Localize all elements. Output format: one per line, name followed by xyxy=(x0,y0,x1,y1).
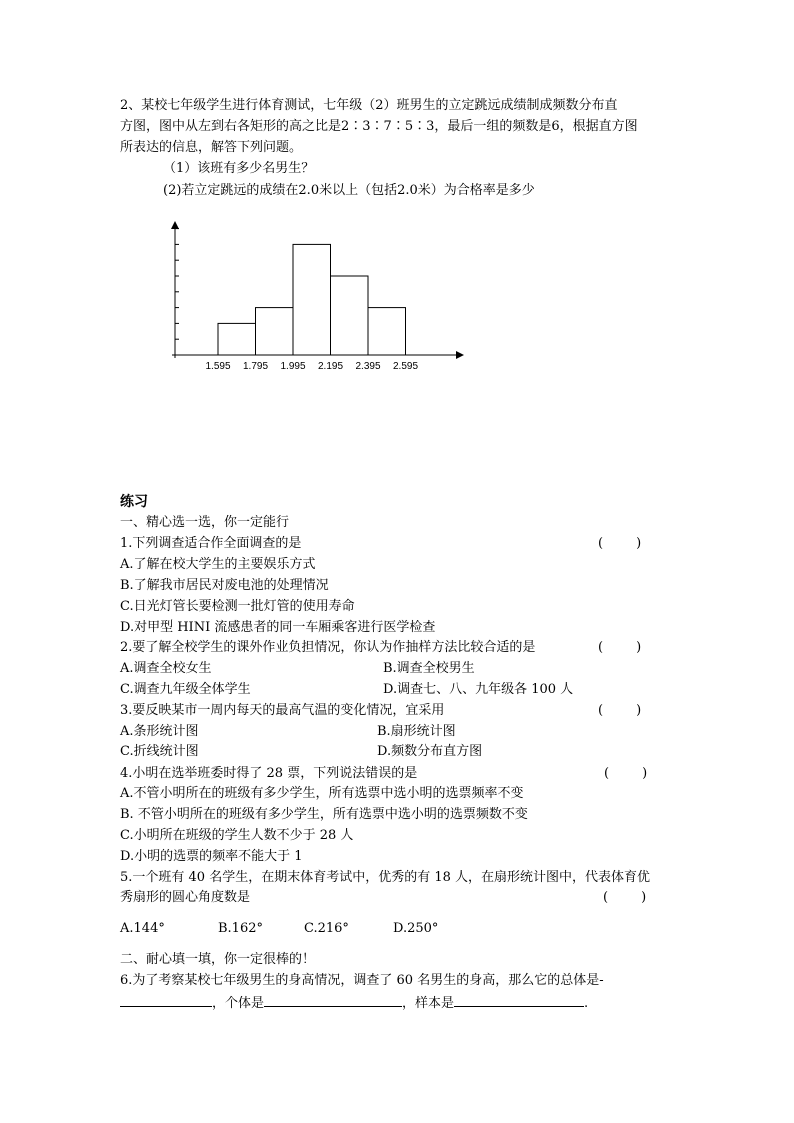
histogram-chart xyxy=(160,215,470,375)
q6-individual-label: ，个体是 xyxy=(212,996,265,1011)
q5-option-c[interactable]: C.216° xyxy=(304,921,349,936)
problem2-line3: 所表达的信息，解答下列问题。 xyxy=(120,140,303,155)
q6-population-blank[interactable] xyxy=(120,994,212,1007)
q1-stem: 1.下列调查适合作全面调查的是 xyxy=(120,536,302,551)
q2-stem: 2.要了解全校学生的课外作业负担情况，你认为作抽样方法比较合适的是 xyxy=(120,640,536,655)
q5-stem-line2: 秀扇形的圆心角度数是 xyxy=(120,890,251,905)
q5-stem-line1: 5.一个班有 40 名学生，在期末体育考试中，优秀的有 18 人，在扇形统计图中，代表体育优 xyxy=(120,870,651,885)
q6-sample-blank[interactable] xyxy=(454,994,584,1007)
x-tick-label: 1.795 xyxy=(242,361,269,372)
x-tick-label: 2.595 xyxy=(392,361,419,372)
q2-answer-blank[interactable]: ( ) xyxy=(598,640,642,655)
q1-option-b[interactable]: B.了解我市居民对废电池的处理情况 xyxy=(120,578,329,593)
problem2-line2: 方图，图中从左到右各矩形的高之比是2∶3∶7∶5∶3，最后一组的频数是6，根据直方图 xyxy=(120,119,638,134)
q4-stem: 4.小明在选举班委时得了 28 票，下列说法错误的是 xyxy=(120,766,418,781)
problem2-question1: （1）该班有多少名男生？ xyxy=(163,161,315,176)
section2-heading: 二、耐心填一填，你一定很棒的！ xyxy=(120,952,316,967)
q1-option-d[interactable]: D.对甲型 HINI 流感患者的同一车厢乘客进行医学检查 xyxy=(120,620,436,635)
q5-option-d[interactable]: D.250° xyxy=(393,921,439,936)
q6-stem: 6.为了考察某校七年级男生的身高情况，调查了 60 名男生的身高，那么它的总体是- xyxy=(120,973,604,988)
problem2-line1: 2、某校七年级学生进行体育测试，七年级（2）班男生的立定跳远成绩制成频数分布直 xyxy=(120,98,618,113)
section1-heading: 一、精心选一选，你一定能行 xyxy=(120,515,290,530)
q5-answer-blank[interactable]: ( ) xyxy=(603,890,647,905)
practice-title: 练习 xyxy=(120,494,148,510)
q6-individual-blank[interactable] xyxy=(264,994,402,1007)
q4-answer-blank[interactable]: ( ) xyxy=(604,766,648,781)
histogram-bar xyxy=(331,276,369,355)
q1-option-a[interactable]: A.了解在校大学生的主要娱乐方式 xyxy=(120,557,316,572)
q3-option-a[interactable]: A.条形统计图 xyxy=(120,724,199,739)
q4-option-b[interactable]: B. 不管小明所在的班级有多少学生，所有选票中选小明的选票频数不变 xyxy=(120,807,528,822)
histogram-bar xyxy=(218,323,256,355)
q4-option-d[interactable]: D.小明的选票的频率不能大于 1 xyxy=(120,849,303,864)
histogram-bar xyxy=(293,244,331,355)
q2-option-b[interactable]: B.调查全校男生 xyxy=(383,661,475,676)
q3-option-c[interactable]: C.折线统计图 xyxy=(120,744,199,759)
x-tick-label: 1.595 xyxy=(205,361,231,372)
q3-option-d[interactable]: D.频数分布直方图 xyxy=(377,744,483,759)
q1-answer-blank[interactable]: ( ) xyxy=(598,536,642,551)
q3-answer-blank[interactable]: ( ) xyxy=(598,703,642,718)
x-tick-label: 2.395 xyxy=(355,361,381,372)
q6-end: . xyxy=(584,996,589,1011)
q4-option-a[interactable]: A.不管小明所在的班级有多少学生，所有选票中选小明的选票频率不变 xyxy=(120,786,524,801)
q6-sample-label: ，样本是 xyxy=(402,996,455,1011)
q2-option-a[interactable]: A.调查全校女生 xyxy=(120,661,212,676)
problem2-question2: (2)若立定跳远的成绩在2.0米以上（包括2.0米）为合格率是多少 xyxy=(163,183,535,198)
q3-option-b[interactable]: B.扇形统计图 xyxy=(377,724,456,739)
q5-option-b[interactable]: B.162° xyxy=(218,921,263,936)
q3-stem: 3.要反映某市一周内每天的最高气温的变化情况，宜采用 xyxy=(120,703,445,718)
x-tick-label: 2.195 xyxy=(317,361,344,372)
histogram-bar xyxy=(256,308,294,355)
x-tick-label: 1.995 xyxy=(280,361,306,372)
q4-option-c[interactable]: C.小明所在班级的学生人数不少于 28 人 xyxy=(120,828,354,843)
q1-option-c[interactable]: C.日光灯管长要检测一批灯管的使用寿命 xyxy=(120,599,355,614)
q2-option-c[interactable]: C.调查九年级全体学生 xyxy=(120,682,251,697)
q6-blanks-line xyxy=(120,994,588,1012)
q5-option-a[interactable]: A.144° xyxy=(120,921,165,936)
q2-option-d[interactable]: D.调查七、八、九年级各 100 人 xyxy=(383,682,574,697)
histogram-bar xyxy=(368,308,406,355)
